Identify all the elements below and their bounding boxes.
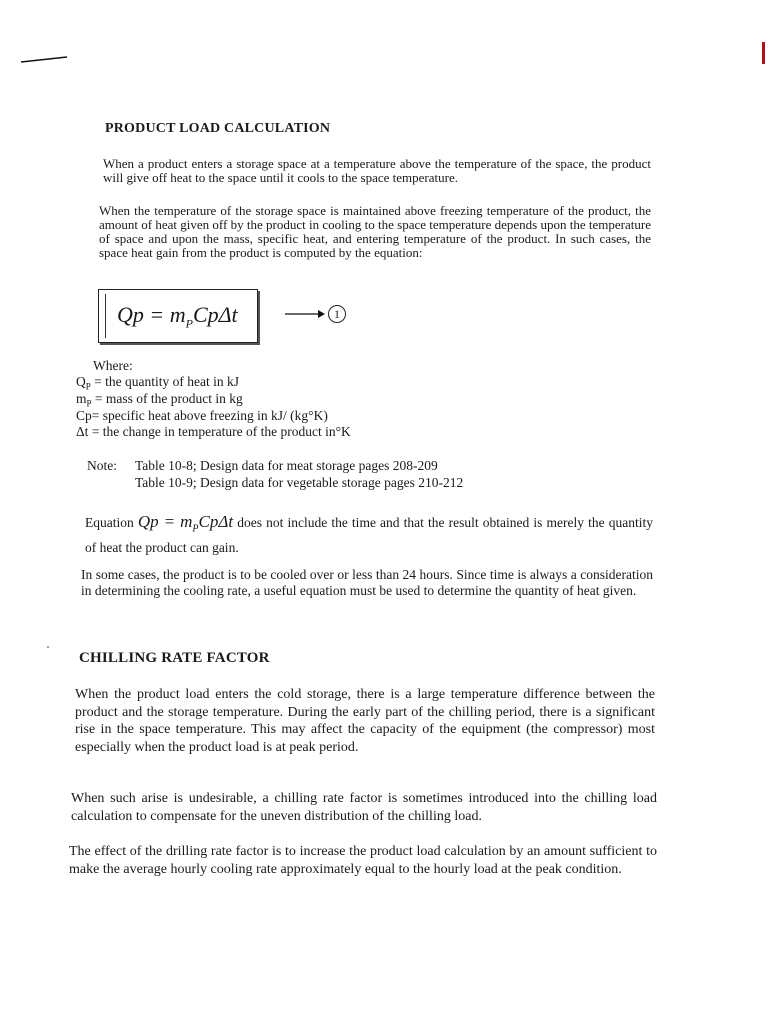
paragraph-chilling-3: The effect of the drilling rate factor is to increase the product load calculation by an amount sufficient to make the average hourly cooling rate approximately equal to the hourly load at the peak condition. [69,844,657,877]
definition-qp: $Q_P$ = the quantity of heat in kJ [76,374,239,392]
note-label: Note: [87,458,117,473]
equation-number: 1 [328,305,346,323]
scan-mark [20,56,68,64]
dot-mark [47,646,49,648]
edge-mark [762,42,765,64]
paragraph-equation-context: When the temperature of the storage space is maintained above freezing temperature of the product, the amount of heat given off by the product in cooling to the space temperature depends upon the temperature of space and upon the mass, specific heat, and entering temperature of the product. In such cases, the space heat gain from the product is computed by the equation: [99,203,651,260]
definition-mp: $m_P$ = mass of the product in kg [76,391,243,409]
definition-delta-t: Δt = the change in temperature of the product in°K [76,424,351,439]
section-heading-chilling-rate: CHILLING RATE FACTOR [79,650,270,666]
section-heading-product-load: PRODUCT LOAD CALCULATION [105,121,331,136]
paragraph-equation-note: Equation $Qp = m_PCp\Delta t$ does not include the time and that the result obtained is merely the quantity of heat the product can gain. [85,512,654,556]
definition-cp: Cp= specific heat above freezing in kJ/ (kg°K) [76,408,328,423]
arrow-icon [285,309,325,319]
paragraph-intro: When a product enters a storage space at a temperature above the temperature of the space, the product will give off heat to the space until it cools to the space temperature. [103,156,651,185]
paragraph-chilling-2: When such arise is undesirable, a chilling rate factor is sometimes introduced into the chilling load calculation to compensate for the uneven distribution of the chilling load. [71,791,657,824]
note-table-10-9: Table 10-9; Design data for vegetable storage pages 210-212 [135,475,464,490]
paragraph-cooling-time: In some cases, the product is to be cooled over or less than 24 hours. Since time is always a consideration in determining the cooling rate, a useful equation must be used to determine the quantity of heat given. [81,567,653,598]
formula-box [98,289,258,343]
paragraph-chilling-1: When the product load enters the cold storage, there is a large temperature difference between the product and the storage temperature. During the early part of the chilling period, there is a significant rise in the space temperature. This may affect the capacity of the equipment (the compressor) most especially when the product load is at peak period. [75,687,655,755]
product-load-formula: $Qp = m_PCp\Delta t$ [117,302,238,331]
inline-formula: $Qp = m_PCp\Delta t$ [137,512,234,535]
note-table-10-8: Table 10-8; Design data for meat storage pages 208-209 [135,458,438,473]
where-label: Where: [93,358,133,373]
